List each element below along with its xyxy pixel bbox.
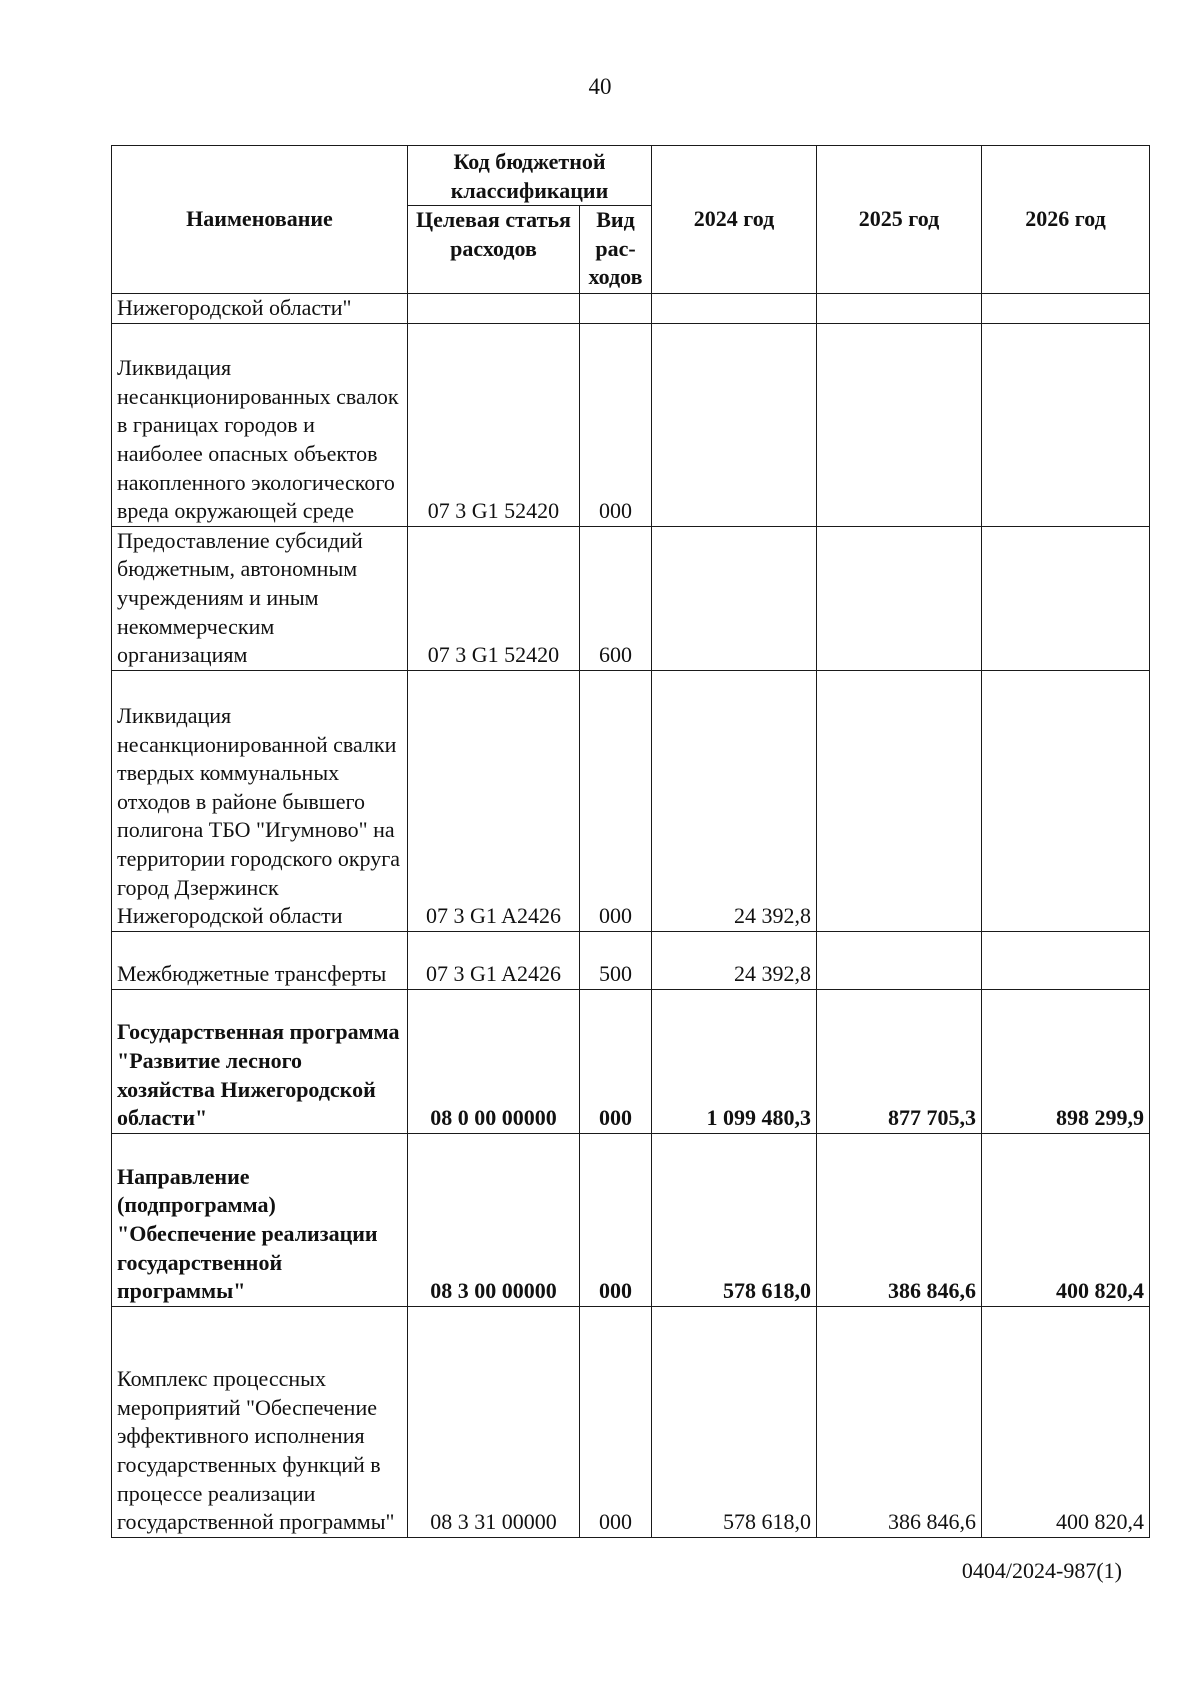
cell-2024: 578 618,0 [652,1133,817,1306]
budget-table [111,145,1150,1538]
cell-name: Государственная программа "Развитие лесного хозяйства Нижегородской области" [112,989,408,1133]
table-row [112,989,1150,1133]
cell-expense-type: 600 [580,526,652,670]
cell-2025 [817,323,982,526]
cell-expense-type: 500 [580,931,652,989]
cell-2024 [652,526,817,670]
table-row [112,323,1150,526]
cell-2024 [652,294,817,324]
cell-2024: 578 618,0 [652,1306,817,1537]
document-number: 0404/2024-987(1) [961,1558,1122,1583]
cell-2026: 400 820,4 [982,1306,1150,1537]
cell-2024: 24 392,8 [652,931,817,989]
cell-target-article: 08 3 00 00000 [408,1133,580,1306]
table-row [112,294,1150,324]
cell-name: Нижегородской области" [112,294,408,324]
cell-target-article: 07 3 G1 A2426 [408,931,580,989]
cell-name: Ликвидация несанкционированных свалок в границах городов и наиболее опасных объектов накопленного экологического вреда окружающей среде [112,323,408,526]
cell-target-article: 07 3 G1 52420 [408,526,580,670]
page-number: 40 [588,74,612,99]
table-row [112,526,1150,670]
cell-2025: 386 846,6 [817,1133,982,1306]
table-row [112,931,1150,989]
cell-expense-type: 000 [580,670,652,931]
cell-target-article [408,294,580,324]
cell-2026 [982,323,1150,526]
cell-2026 [982,670,1150,931]
header-expense-type: Вид рас-ходов [580,206,652,294]
cell-2025 [817,526,982,670]
table-row [112,1306,1150,1537]
cell-expense-type: 000 [580,1306,652,1537]
cell-2026 [982,294,1150,324]
header-code-group: Код бюджетной классификации [408,146,652,206]
cell-2025: 877 705,3 [817,989,982,1133]
cell-2026 [982,526,1150,670]
cell-expense-type: 000 [580,989,652,1133]
cell-2026: 898 299,9 [982,989,1150,1133]
header-2025: 2025 год [817,146,982,294]
cell-target-article: 07 3 G1 52420 [408,323,580,526]
cell-name: Ликвидация несанкционированной свалки твердых коммунальных отходов в районе бывшего полигона ТБО "Игумново" на территории городского округа город Дзержинск Нижегородской области [112,670,408,931]
cell-expense-type: 000 [580,1133,652,1306]
cell-name: Предоставление субсидий бюджетным, автономным учреждениям и иным некоммерческим организациям [112,526,408,670]
cell-name: Межбюджетные трансферты [112,931,408,989]
cell-2025 [817,670,982,931]
table-row [112,670,1150,931]
cell-target-article: 08 0 00 00000 [408,989,580,1133]
cell-name: Направление (подпрограмма) "Обеспечение реализации государственной программы" [112,1133,408,1306]
cell-target-article: 07 3 G1 A2426 [408,670,580,931]
table-body [112,294,1150,1538]
cell-name: Комплекс процессных мероприятий "Обеспечение эффективного исполнения государственных функций в процессе реализации государственной программы" [112,1306,408,1537]
cell-2025 [817,931,982,989]
header-2024: 2024 год [652,146,817,294]
table-row [112,1133,1150,1306]
cell-2025: 386 846,6 [817,1306,982,1537]
cell-2026: 400 820,4 [982,1133,1150,1306]
header-target-article: Целевая статья расходов [408,206,580,294]
cell-target-article: 08 3 31 00000 [408,1306,580,1537]
header-name: Наименование [112,146,408,294]
header-2026: 2026 год [982,146,1150,294]
cell-expense-type [580,294,652,324]
cell-2025 [817,294,982,324]
cell-2024: 24 392,8 [652,670,817,931]
cell-2024 [652,323,817,526]
cell-expense-type: 000 [580,323,652,526]
cell-2026 [982,931,1150,989]
cell-2024: 1 099 480,3 [652,989,817,1133]
